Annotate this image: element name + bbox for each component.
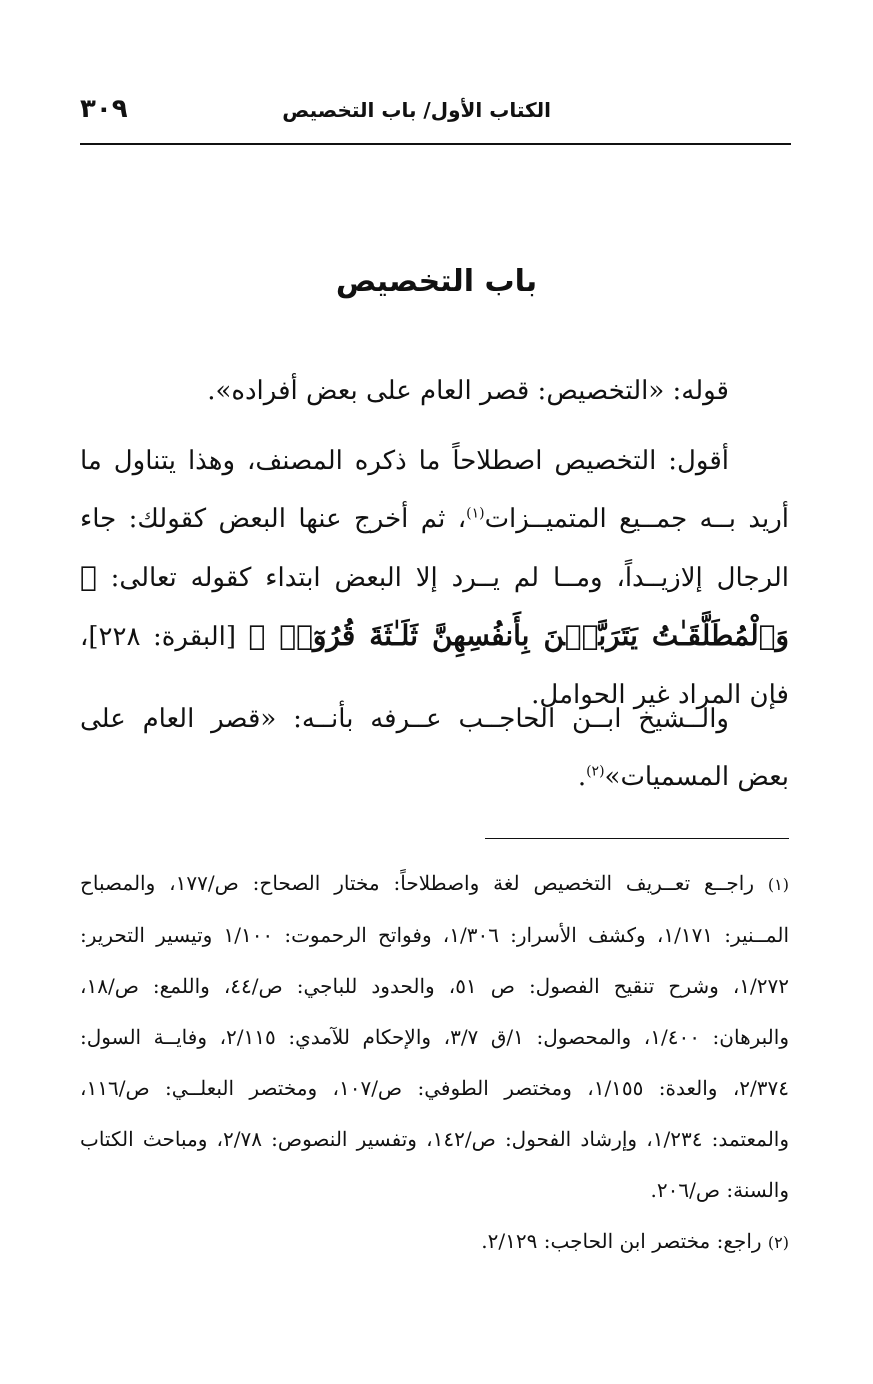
header-rule bbox=[80, 143, 791, 145]
footnote-marker: (٢) bbox=[767, 1233, 789, 1252]
footnote-reference-1[interactable]: (١) bbox=[466, 505, 485, 522]
footnotes bbox=[80, 858, 789, 1268]
footnote-reference-2[interactable]: (٢) bbox=[586, 763, 605, 780]
paragraph-text: والــشيخ ابــن الحاجــب عــرفه بأنــه: «قصر العام على بعض المسميات» bbox=[80, 704, 789, 792]
running-title: الكتاب الأول/ باب التخصيص bbox=[282, 98, 551, 122]
paragraph-text: قوله: «التخصيص: قصر العام على بعض أفراده». bbox=[207, 376, 729, 406]
footnote-2 bbox=[80, 1216, 789, 1268]
paragraph-text: [البقرة: ٢٢٨]، فإن المراد غير الحوامل. bbox=[80, 622, 789, 710]
footnote-marker: (١) bbox=[767, 875, 789, 894]
footnote-text: راجع: مختصر ابن الحاجب: ٢/١٢٩. bbox=[481, 1229, 762, 1253]
paragraph-definition bbox=[80, 432, 789, 724]
footnote-1 bbox=[80, 858, 789, 1216]
footnote-text: راجــع تعــريف التخصيص لغة واصطلاحاً: مختار الصحاح: ص/١٧٧، والمصباح المــنير: ١/١٧١، وكشف الأسرار: ١/٣٠٦، وفواتح الرحموت: ١/١٠٠ وتيسير التحرير: ١/٢٧٢، وشرح تنقيح الفصول: ص ٥١، والحدود للباجي: ص/٤٤، واللمع: ص/١٨، والبرهان: ١/٤٠٠، والمحصول: ١/ق ٣/٧، والإحكام للآمدي: ٢/١١٥، وفايــة السول: ٢/٣٧٤، والعدة: ١/١٥٥، ومختصر الطوفي: ص/١٠٧، ومختصر البعلــي: ص/١١٦، والمعتمد: ١/٢٣٤، وإرشاد الفحول: ص/١٤٢، وتفسير النصوص: ٢/٧٨، ومباحث الكتاب والسنة: ص/٢٠٦. bbox=[80, 871, 790, 1202]
footnote-separator bbox=[485, 838, 789, 839]
chapter-title: باب التخصيص bbox=[335, 264, 538, 299]
paragraph-text: ، ثم أخرج عنها البعض كقولك: جاء الرجال إلازيــداً، ومــا لم يــرد إلا البعض ابتداء كقوله تعالى: bbox=[80, 504, 790, 593]
paragraph-text: أقول: التخصيص اصطلاحاً ما ذكره المصنف، وهذا يتناول ما أريد بــه جمــيع المتميــزات bbox=[80, 446, 789, 534]
paragraph-ibn-hajib bbox=[80, 690, 789, 806]
quran-verse: ﴿ وَٱلْمُطَلَّقَـٰتُ يَتَرَبَّصۡنَ بِأَنفُسِهِنَّ ثَلَـٰثَةَ قُرُوٓءٖ ﴾ bbox=[80, 560, 789, 652]
running-header bbox=[80, 94, 791, 134]
paragraph-quote bbox=[80, 362, 789, 420]
paragraph-text: . bbox=[577, 762, 587, 792]
page-number: ٣٠٩ bbox=[80, 94, 128, 124]
